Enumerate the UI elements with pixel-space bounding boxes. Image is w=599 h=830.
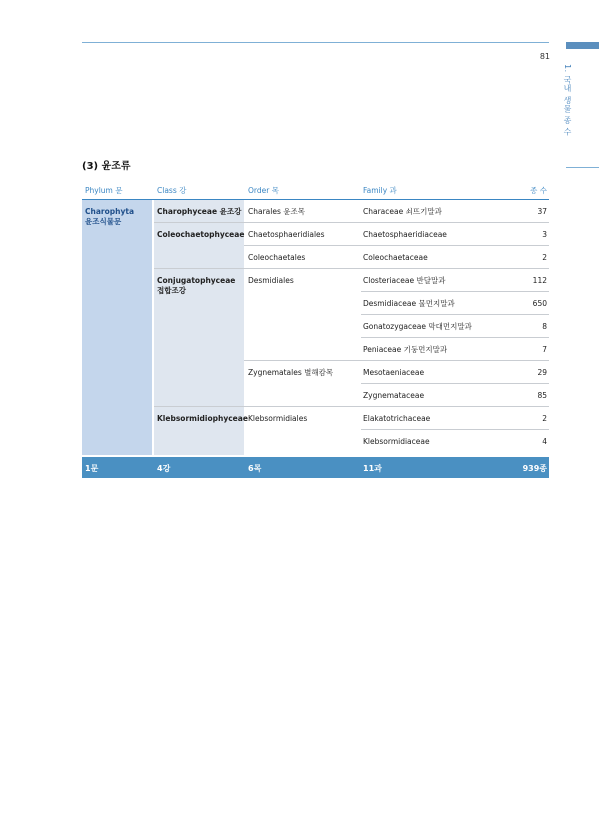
species-count: 7 [542, 345, 547, 354]
top-rule [82, 42, 549, 43]
family-name: Peniaceae 기둥먼지말과 [363, 345, 448, 354]
phylum-column-bg [82, 200, 152, 455]
family-name: Elakatotrichaceae [363, 414, 431, 423]
row-rule [361, 291, 549, 292]
order-name: Coleochaetales [248, 253, 306, 262]
header-order: Order 목 [248, 186, 279, 195]
header-phylum: Phylum 문 [85, 186, 123, 195]
chapter-tab-rule [566, 167, 599, 168]
row-rule [154, 268, 549, 269]
family-name: Closteriaceae 반달말과 [363, 276, 446, 285]
family-name: Zygnemataceae [363, 391, 425, 400]
row-rule [154, 406, 549, 407]
class-name: Conjugatophyceae [157, 276, 236, 285]
species-count: 3 [542, 230, 547, 239]
order-name: Klebsormidiales [248, 414, 308, 423]
family-name: Characeae 쇠뜨기말과 [363, 207, 442, 216]
chapter-tab-marker [566, 42, 599, 49]
order-name: Chaetosphaeridiales [248, 230, 325, 239]
order-name: Charales 윤조목 [248, 207, 305, 216]
row-rule [244, 360, 549, 361]
class-korean: 접합조강 [157, 286, 186, 295]
family-name: Coleochaetaceae [363, 253, 428, 262]
class-name: Charophyceae 윤조강 [157, 207, 242, 216]
total-phylum: 1문 [85, 464, 99, 473]
family-name: Gonatozygaceae 막대먼지말과 [363, 322, 472, 331]
row-rule [244, 245, 549, 246]
order-name: Zygnematales 별해캄목 [248, 368, 334, 377]
header-family: Family 과 [363, 186, 397, 195]
species-count: 85 [537, 391, 547, 400]
total-order: 6목 [248, 464, 262, 473]
class-name: Coleochaetophyceae [157, 230, 245, 239]
header-rule [82, 199, 549, 200]
row-rule [361, 337, 549, 338]
header-class: Class 강 [157, 186, 187, 195]
species-count: 112 [532, 276, 547, 285]
total-species: 939종 [522, 464, 547, 473]
section-title: (3) 윤조류 [82, 161, 131, 172]
family-name: Klebsormidiaceae [363, 437, 430, 446]
species-count: 4 [542, 437, 547, 446]
species-count: 2 [542, 414, 547, 423]
row-rule [361, 314, 549, 315]
family-name: Desmidiaceae 물먼지말과 [363, 299, 455, 308]
class-name: Klebsormidiophyceae [157, 414, 248, 423]
header-count: 종 수 [530, 186, 547, 195]
phylum-korean: 윤조식물문 [85, 217, 122, 226]
family-name: Chaetosphaeridiaceae [363, 230, 447, 239]
species-count: 2 [542, 253, 547, 262]
totals-row [82, 457, 549, 478]
species-count: 37 [537, 207, 547, 216]
total-family: 11과 [363, 464, 382, 473]
total-class: 4강 [157, 464, 171, 473]
species-count: 650 [532, 299, 547, 308]
page-number: 81 [539, 52, 550, 61]
row-rule [361, 429, 549, 430]
row-rule [154, 222, 549, 223]
family-name: Mesotaeniaceae [363, 368, 425, 377]
species-count: 8 [542, 322, 547, 331]
row-rule [361, 383, 549, 384]
chapter-label: 1. 국내 생물 종 수 [563, 64, 572, 136]
species-count: 29 [537, 368, 547, 377]
phylum-name: Charophyta [85, 207, 134, 216]
order-name: Desmidiales [248, 276, 294, 285]
